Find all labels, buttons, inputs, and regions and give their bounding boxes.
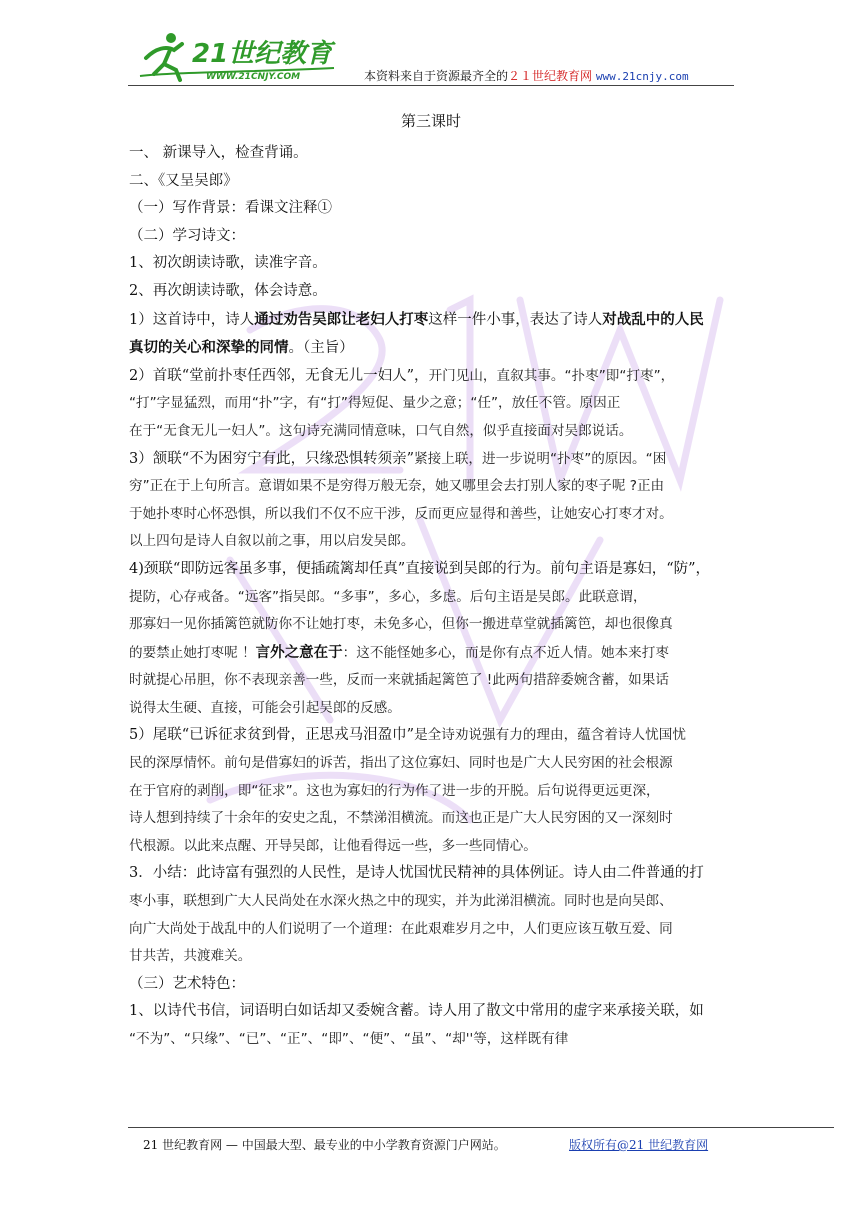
paragraph-theme: [129, 306, 733, 363]
text-run: 。（主旨）: [288, 340, 354, 357]
text-run: 于她扑枣时心怀恐惧，所以我们不仅不应干涉，反而更应显得和善些，让她安心打枣才对。: [129, 505, 673, 522]
footer-text: 21 世纪教育网 — 中国最大型、最专业的中小学教育资源门户网站。: [143, 1138, 506, 1152]
paragraph-third-couplet: [129, 556, 733, 723]
subsection-heading: （二）学习诗文：: [129, 227, 245, 244]
bold-text: 言外之意在于: [255, 643, 343, 661]
text-run: 穷”正在于上句所言。意谓如果不是穷得万般无奈，她又哪里会去打别人家的枣子呢 ?正由: [129, 478, 665, 495]
section-heading: 一、 新课导入，检查背诵。: [129, 145, 308, 161]
text-run: 民的深厚情怀。前句是借寡妇的诉苦，指出了这位寡妇、同时也是广大人民穷困的社会根源: [129, 755, 673, 772]
document-body: [129, 108, 733, 1054]
text-run: 1、以诗代书信，词语明白如话却又委婉含蓄。诗人用了散文中常用的虚字来承接关联，如: [129, 1003, 704, 1020]
text-run: 说得太生硬、直接，可能会引起吴郎的反感。: [129, 699, 401, 716]
text-run: 向广大尚处于战乱中的人们说明了一个道理：在此艰难岁月之中，人们更应该互敬互爱、同: [129, 920, 673, 937]
paragraph-second-couplet: [129, 446, 733, 556]
text-run: 在于“无食无儿一妇人”。这句诗充满同情意味，口气自然，似乎直接面对吴郎说话。: [129, 422, 633, 439]
footer-divider: [128, 1127, 834, 1128]
text-run: 开门见山，直叙其事。“扑枣”即“打枣”，: [428, 367, 675, 384]
text-run: “打”字显猛烈，而用“扑”字，有“打”得短促、量少之意；“任”，放任不管。原因正: [129, 395, 621, 412]
text-run: 5）尾联“已诉征求贫到骨，正思戎马泪盈巾”: [129, 727, 415, 744]
text-run: 时就提心吊胆，你不表现亲善一些，反而一来就插起篱笆了 !此两句措辞委婉含蓄，如果话: [129, 672, 669, 689]
text-run: 代根源。以此来点醒、开导吴郎，让他看得远一些，多一些同情心。: [129, 837, 537, 854]
site-logo: [134, 28, 344, 84]
page-footer: [143, 1136, 709, 1153]
text-run: “不为”、“只缘”、“已”、“正”、“即”、“便”、“虽”、“却''等，这样既有律: [129, 1031, 569, 1047]
header-note: [364, 67, 689, 84]
subsection-heading: （三）艺术特色：: [129, 975, 245, 992]
header-note-prefix: 本资料来自于资源最齐全的: [364, 69, 509, 83]
logo-wordmark: 21世纪教育: [192, 39, 333, 69]
logo-url: WWW.21CNJY.COM: [206, 72, 301, 82]
page-header: [128, 28, 734, 86]
bold-text: 真切的关心和深挚的同情: [129, 339, 289, 357]
text-run: 提防，心存戒备。“远客”指吴郎。“多事”，多心，多虑。后句主语是吴郎。此联意谓，: [129, 588, 647, 605]
text-run: 3）颔联“不为困穷宁有此，只缘恐惧转须亲”: [129, 450, 415, 467]
subsection-heading: （一）写作背景：看课文注释①: [129, 200, 332, 217]
text-run: 甘共苦，共渡难关。: [129, 948, 252, 965]
text-run: 枣小事，联想到广大人民尚处在水深火热之中的现实，并为此涕泪横流。同时也是向吴郎、: [129, 893, 673, 910]
paragraph-last-couplet: [129, 722, 733, 860]
page-title: 第三课时: [400, 112, 461, 130]
step-line: 1、初次朗读诗歌，读准字音。: [129, 255, 327, 272]
text-run: 4)颈联“即防远客虽多事，便插疏篱却任真”直接说到吴郎的行为。前句主语是寡妇，“防”，: [129, 560, 711, 577]
copyright-link[interactable]: 版权所有@21 世纪教育网: [569, 1138, 709, 1152]
paragraph-art-features: [129, 998, 733, 1053]
text-run: 2）首联“堂前扑枣任西邻，无食无儿一妇人”，: [129, 367, 429, 384]
paragraph-summary: [129, 860, 733, 970]
paragraph-first-couplet: [129, 363, 733, 446]
bold-text: 对战乱中的人民: [602, 310, 704, 328]
text-run: 紧接上联，进一步说明“扑枣”的原因。“困: [414, 450, 667, 467]
text-run: 这样一件小事，表达了诗人: [428, 311, 603, 328]
bold-text: 通过劝告吴郎让老妇人打枣: [254, 310, 429, 328]
text-run: 是全诗劝说强有力的理由，蕴含着诗人忧国忧: [414, 727, 686, 744]
step-line: 2、再次朗读诗歌，体会诗意。: [129, 282, 327, 299]
header-divider: [128, 85, 734, 86]
text-run: 以上四句是诗人自叙以前之事，用以启发吴郎。: [129, 533, 415, 550]
section-heading: 二、《又呈吴郎》: [129, 172, 238, 189]
header-note-url[interactable]: www.21cnjy.com: [595, 70, 689, 83]
text-run: 诗人想到持续了十余年的安史之乱，不禁涕泪横流。而这也正是广大人民穷困的又一深刻时: [129, 810, 673, 827]
text-run: 3．小结：此诗富有强烈的人民性，是诗人忧国忧民精神的具体例证。诗人由二件普通的打: [129, 865, 704, 882]
text-run: ：这不能怪她多心，而是你有点不近人情。她本来打枣: [342, 644, 669, 661]
text-run: 在于官府的剥削，即“征求”。这也为寡妇的行为作了进一步的开脱。后句说得更远更深，: [129, 782, 660, 799]
header-note-brand[interactable]: ２１世纪教育网: [508, 69, 593, 83]
text-run: 那寡妇一见你插篱笆就防你不让她打枣，未免多心，但你一搬进草堂就插篱笆，却也很像真: [129, 616, 673, 633]
text-run: 的要禁止她打枣呢 ！: [129, 644, 256, 661]
text-run: 1）这首诗中，诗人: [129, 311, 255, 328]
